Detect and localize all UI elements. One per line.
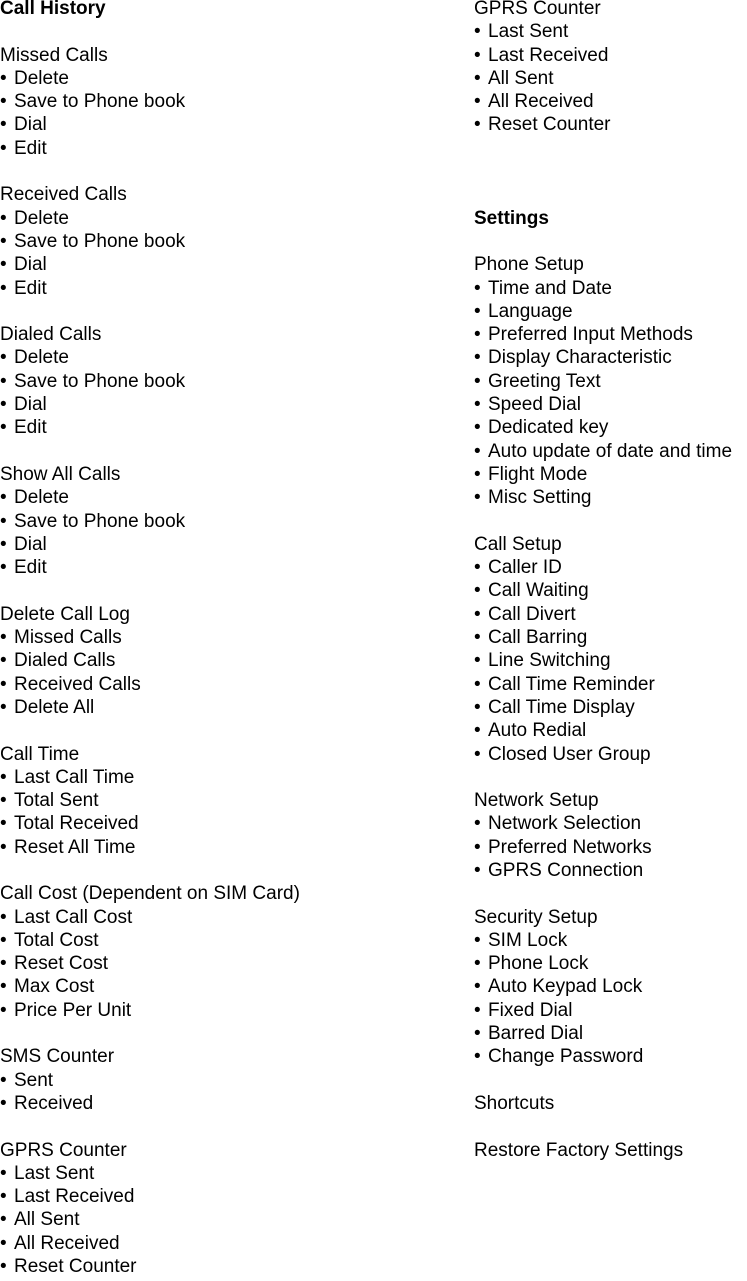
bullet-icon: • bbox=[0, 1232, 7, 1254]
list-item-label: Last Sent bbox=[488, 21, 569, 43]
list-item bbox=[474, 1048, 747, 1071]
bullet-icon: • bbox=[474, 463, 481, 485]
list-item-label: Speed Dial bbox=[488, 394, 581, 416]
bullet-icon: • bbox=[474, 324, 481, 346]
bullet-list bbox=[0, 1069, 460, 1119]
bullet-icon: • bbox=[0, 207, 7, 229]
list-item-label: Delete bbox=[14, 67, 69, 89]
list-item bbox=[0, 955, 460, 978]
list-item bbox=[474, 23, 747, 46]
menu-heading-gprs-counter: GPRS Counter bbox=[474, 0, 601, 19]
list-item bbox=[0, 815, 460, 838]
bullet-icon: • bbox=[0, 394, 7, 416]
menu-heading-call-cost-dependent-on-sim-card: Call Cost (Dependent on SIM Card) bbox=[0, 883, 300, 905]
list-item-label: Change Password bbox=[488, 1046, 644, 1068]
menu-heading-security-setup: Security Setup bbox=[474, 906, 598, 928]
list-item bbox=[0, 792, 460, 815]
list-item bbox=[474, 696, 747, 722]
menu-heading-received-calls: Received Calls bbox=[0, 184, 127, 206]
spacer bbox=[474, 140, 747, 210]
bullet-icon: • bbox=[0, 813, 7, 835]
list-item-label: Reset Counter bbox=[14, 1256, 137, 1278]
list-item bbox=[474, 67, 747, 93]
bullet-icon: • bbox=[474, 999, 481, 1021]
bullet-icon: • bbox=[474, 813, 481, 835]
spacer bbox=[474, 885, 747, 908]
list-item bbox=[0, 836, 460, 862]
list-item bbox=[0, 370, 460, 396]
list-item bbox=[0, 929, 460, 955]
list-item bbox=[474, 999, 747, 1025]
bullet-icon: • bbox=[474, 603, 481, 625]
right-column bbox=[474, 0, 747, 1165]
bullet-icon: • bbox=[0, 91, 7, 113]
bullet-icon: • bbox=[0, 836, 7, 858]
bullet-icon: • bbox=[0, 533, 7, 555]
list-item bbox=[0, 1188, 460, 1211]
list-item bbox=[0, 1162, 460, 1188]
spacer bbox=[0, 722, 460, 745]
menu-heading-missed-calls: Missed Calls bbox=[0, 44, 108, 66]
list-item-label: Call Time Reminder bbox=[488, 673, 655, 695]
list-item-label: Max Cost bbox=[14, 976, 95, 998]
bullet-icon: • bbox=[0, 1209, 7, 1231]
list-item bbox=[474, 419, 747, 442]
list-item bbox=[474, 326, 747, 349]
list-item-label: Time and Date bbox=[488, 277, 612, 299]
list-item bbox=[0, 906, 460, 932]
list-item bbox=[474, 463, 747, 489]
list-item bbox=[0, 1232, 460, 1258]
list-item bbox=[0, 559, 460, 582]
list-item-label: Total Received bbox=[14, 813, 139, 835]
bullet-icon: • bbox=[474, 580, 481, 602]
bullet-icon: • bbox=[0, 510, 7, 532]
bullet-icon: • bbox=[0, 1186, 7, 1208]
list-item bbox=[0, 1211, 460, 1234]
list-item bbox=[0, 489, 460, 512]
bullet-icon: • bbox=[474, 720, 481, 742]
bullet-icon: • bbox=[474, 91, 481, 113]
bullet-list bbox=[0, 489, 460, 582]
list-item-label: Dialed Calls bbox=[14, 650, 116, 672]
bullet-icon: • bbox=[474, 859, 481, 881]
bullet-icon: • bbox=[0, 487, 7, 509]
list-item bbox=[474, 396, 747, 419]
list-item bbox=[474, 815, 747, 838]
list-item bbox=[474, 277, 747, 303]
list-item-label: Call Waiting bbox=[488, 580, 589, 602]
list-item bbox=[0, 230, 460, 256]
list-item-label: Last Received bbox=[488, 44, 609, 66]
bullet-icon: • bbox=[0, 696, 7, 718]
list-item-label: Dial bbox=[14, 394, 47, 416]
list-item-label: Auto Keypad Lock bbox=[488, 976, 643, 998]
bullet-icon: • bbox=[0, 137, 7, 159]
list-item-label: Save to Phone book bbox=[14, 370, 186, 392]
bullet-icon: • bbox=[0, 1069, 7, 1091]
spacer bbox=[474, 1118, 747, 1141]
list-item-label: GPRS Connection bbox=[488, 859, 644, 881]
list-item bbox=[0, 1092, 460, 1118]
bullet-icon: • bbox=[474, 347, 481, 369]
bullet-icon: • bbox=[0, 906, 7, 928]
bullet-icon: • bbox=[474, 1023, 481, 1045]
list-item bbox=[0, 116, 460, 139]
bullet-list bbox=[0, 207, 460, 303]
list-item-label: Reset Counter bbox=[488, 114, 611, 136]
bullet-icon: • bbox=[0, 1162, 7, 1184]
bullet-icon: • bbox=[474, 114, 481, 136]
bullet-icon: • bbox=[0, 347, 7, 369]
list-item bbox=[0, 1069, 460, 1095]
section-title-call-history: Call History bbox=[0, 0, 106, 19]
list-item-label: Delete bbox=[14, 347, 69, 369]
menu-heading-show-all-calls: Show All Calls bbox=[0, 463, 121, 485]
bullet-list bbox=[474, 815, 747, 885]
list-item-label: Edit bbox=[14, 277, 47, 299]
list-item bbox=[474, 370, 747, 396]
list-item-label: Save to Phone book bbox=[14, 510, 186, 532]
bullet-icon: • bbox=[0, 953, 7, 975]
spacer bbox=[0, 1118, 460, 1141]
spacer bbox=[0, 443, 460, 466]
list-item bbox=[474, 116, 747, 139]
bullet-icon: • bbox=[0, 254, 7, 276]
list-item bbox=[474, 440, 747, 466]
spacer bbox=[474, 1072, 747, 1095]
list-item bbox=[474, 603, 747, 629]
list-item bbox=[474, 836, 747, 862]
list-item bbox=[0, 93, 460, 116]
bullet-icon: • bbox=[0, 650, 7, 672]
list-item-label: Price Per Unit bbox=[14, 999, 132, 1021]
spacer bbox=[0, 862, 460, 885]
bullet-icon: • bbox=[474, 557, 481, 579]
bullet-icon: • bbox=[474, 953, 481, 975]
spacer bbox=[474, 233, 747, 256]
menu-heading-restore-factory-settings: Restore Factory Settings bbox=[474, 1139, 684, 1161]
bullet-icon: • bbox=[0, 766, 7, 788]
bullet-icon: • bbox=[474, 1046, 481, 1068]
list-item bbox=[474, 722, 747, 745]
list-item-label: SIM Lock bbox=[488, 929, 568, 951]
bullet-icon: • bbox=[0, 370, 7, 392]
list-item bbox=[474, 582, 747, 605]
list-item-label: Last Call Time bbox=[14, 766, 135, 788]
bullet-list bbox=[0, 349, 460, 442]
bullet-list bbox=[0, 766, 460, 862]
bullet-list bbox=[0, 67, 460, 163]
spacer bbox=[0, 303, 460, 326]
list-item bbox=[474, 652, 747, 675]
bullet-icon: • bbox=[0, 1256, 7, 1278]
list-item bbox=[0, 256, 460, 279]
list-item-label: Dial bbox=[14, 533, 47, 555]
bullet-icon: • bbox=[0, 277, 7, 299]
list-item bbox=[0, 207, 460, 233]
bullet-icon: • bbox=[0, 929, 7, 951]
bullet-icon: • bbox=[474, 976, 481, 998]
list-item bbox=[0, 137, 460, 163]
list-item-label: Network Selection bbox=[488, 813, 642, 835]
spacer bbox=[474, 769, 747, 792]
list-item bbox=[0, 766, 460, 792]
spacer bbox=[474, 513, 747, 536]
list-item-label: Preferred Networks bbox=[488, 836, 652, 858]
bullet-icon: • bbox=[474, 627, 481, 649]
list-item-label: Barred Dial bbox=[488, 1023, 584, 1045]
list-item-label: Preferred Input Methods bbox=[488, 324, 693, 346]
list-item-label: Call Barring bbox=[488, 627, 588, 649]
list-item-label: Closed User Group bbox=[488, 743, 651, 765]
list-item bbox=[474, 559, 747, 582]
bullet-icon: • bbox=[474, 696, 481, 718]
bullet-icon: • bbox=[0, 557, 7, 579]
menu-heading-call-time: Call Time bbox=[0, 743, 80, 765]
bullet-icon: • bbox=[474, 650, 481, 672]
menu-heading-delete-call-log: Delete Call Log bbox=[0, 603, 130, 625]
bullet-list bbox=[0, 629, 460, 722]
list-item bbox=[0, 67, 460, 93]
list-item-label: Language bbox=[488, 300, 573, 322]
list-item-label: Auto Redial bbox=[488, 720, 587, 742]
menu-heading-sms-counter: SMS Counter bbox=[0, 1046, 115, 1068]
list-item bbox=[0, 696, 460, 722]
list-item-label: Line Switching bbox=[488, 650, 611, 672]
bullet-icon: • bbox=[0, 230, 7, 252]
menu-heading-dialed-calls: Dialed Calls bbox=[0, 324, 102, 346]
menu-heading-network-setup: Network Setup bbox=[474, 790, 599, 812]
section-title-settings: Settings bbox=[474, 207, 549, 229]
list-item-label: Delete bbox=[14, 207, 69, 229]
bullet-list bbox=[0, 906, 460, 1025]
bullet-icon: • bbox=[474, 929, 481, 951]
bullet-icon: • bbox=[474, 836, 481, 858]
list-item-label: Delete All bbox=[14, 696, 95, 718]
bullet-icon: • bbox=[474, 394, 481, 416]
spacer bbox=[0, 23, 460, 46]
list-item bbox=[0, 419, 460, 442]
list-item bbox=[0, 510, 460, 536]
bullet-icon: • bbox=[474, 21, 481, 43]
list-item-label: Received bbox=[14, 1092, 94, 1114]
bullet-list bbox=[0, 1162, 460, 1281]
list-item bbox=[0, 673, 460, 699]
list-item bbox=[0, 629, 460, 652]
menu-heading-shortcuts: Shortcuts bbox=[474, 1092, 555, 1114]
list-item bbox=[474, 859, 747, 885]
bullet-icon: • bbox=[0, 673, 7, 695]
bullet-icon: • bbox=[474, 370, 481, 392]
bullet-icon: • bbox=[474, 673, 481, 695]
list-item-label: Sent bbox=[14, 1069, 54, 1091]
list-item-label: Call Divert bbox=[488, 603, 576, 625]
list-item bbox=[0, 277, 460, 303]
list-item bbox=[474, 978, 747, 1001]
list-item-label: Misc Setting bbox=[488, 487, 592, 509]
list-item-label: Last Received bbox=[14, 1186, 135, 1208]
list-item-label: All Received bbox=[14, 1232, 120, 1254]
bullet-icon: • bbox=[0, 999, 7, 1021]
spacer bbox=[0, 1025, 460, 1048]
list-item-label: Missed Calls bbox=[14, 627, 122, 649]
list-item-label: Fixed Dial bbox=[488, 999, 573, 1021]
list-item bbox=[474, 349, 747, 372]
menu-heading-call-setup: Call Setup bbox=[474, 533, 562, 555]
bullet-list bbox=[474, 277, 747, 513]
list-item bbox=[474, 300, 747, 326]
list-item-label: Dial bbox=[14, 114, 47, 136]
list-item bbox=[0, 652, 460, 675]
list-item-label: All Received bbox=[488, 91, 594, 113]
list-item bbox=[474, 629, 747, 652]
list-item bbox=[474, 955, 747, 978]
list-item-label: Edit bbox=[14, 557, 47, 579]
list-item-label: Greeting Text bbox=[488, 370, 601, 392]
bullet-icon: • bbox=[0, 1092, 7, 1114]
list-item bbox=[0, 999, 460, 1025]
bullet-list bbox=[474, 929, 747, 1072]
spacer bbox=[0, 163, 460, 186]
list-item-label: All Sent bbox=[14, 1209, 80, 1231]
list-item bbox=[0, 349, 460, 372]
list-item-label: Display Characteristic bbox=[488, 347, 672, 369]
bullet-icon: • bbox=[0, 114, 7, 136]
list-item bbox=[0, 1258, 460, 1281]
bullet-icon: • bbox=[0, 627, 7, 649]
list-item-label: Last Sent bbox=[14, 1162, 95, 1184]
bullet-list bbox=[474, 559, 747, 769]
list-item-label: Last Call Cost bbox=[14, 906, 133, 928]
list-item bbox=[474, 44, 747, 70]
list-item bbox=[474, 489, 747, 512]
list-item-label: Dial bbox=[14, 254, 47, 276]
bullet-icon: • bbox=[474, 300, 481, 322]
bullet-icon: • bbox=[474, 440, 481, 462]
list-item bbox=[474, 93, 747, 116]
spacer bbox=[0, 582, 460, 605]
bullet-list bbox=[474, 23, 747, 139]
bullet-icon: • bbox=[0, 67, 7, 89]
list-item bbox=[474, 929, 747, 955]
bullet-icon: • bbox=[474, 44, 481, 66]
list-item-label: Caller ID bbox=[488, 557, 562, 579]
list-item-label: Edit bbox=[14, 417, 47, 439]
list-item-label: Received Calls bbox=[14, 673, 141, 695]
bullet-icon: • bbox=[474, 487, 481, 509]
list-item bbox=[474, 673, 747, 699]
list-item-label: Save to Phone book bbox=[14, 230, 186, 252]
bullet-icon: • bbox=[474, 417, 481, 439]
list-item-label: Flight Mode bbox=[488, 463, 588, 485]
list-item-label: Phone Lock bbox=[488, 953, 589, 975]
list-item bbox=[0, 396, 460, 419]
list-item bbox=[474, 1025, 747, 1048]
bullet-icon: • bbox=[474, 67, 481, 89]
list-item bbox=[0, 533, 460, 559]
list-item-label: Delete bbox=[14, 487, 69, 509]
bullet-icon: • bbox=[0, 417, 7, 439]
bullet-icon: • bbox=[474, 743, 481, 765]
list-item-label: Reset All Time bbox=[14, 836, 136, 858]
list-item-label: All Sent bbox=[488, 67, 554, 89]
list-item-label: Edit bbox=[14, 137, 47, 159]
list-item bbox=[474, 743, 747, 769]
menu-heading-gprs-counter: GPRS Counter bbox=[0, 1139, 127, 1161]
list-item-label: Total Cost bbox=[14, 929, 99, 951]
list-item bbox=[0, 978, 460, 1001]
list-item-label: Total Sent bbox=[14, 790, 99, 812]
list-item-label: Save to Phone book bbox=[14, 91, 186, 113]
list-item-label: Auto update of date and time bbox=[488, 440, 733, 462]
list-item-label: Dedicated key bbox=[488, 417, 609, 439]
bullet-icon: • bbox=[474, 277, 481, 299]
list-item-label: Call Time Display bbox=[488, 696, 635, 718]
bullet-icon: • bbox=[0, 790, 7, 812]
menu-heading-phone-setup: Phone Setup bbox=[474, 254, 584, 276]
bullet-icon: • bbox=[0, 976, 7, 998]
list-item-label: Reset Cost bbox=[14, 953, 108, 975]
